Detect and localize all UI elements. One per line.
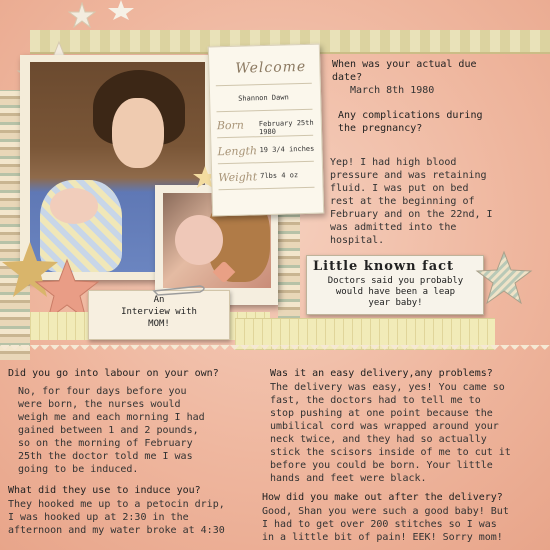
birth-info-card [208,44,324,217]
card-title: Welcome [235,58,307,77]
little-known-fact-box [306,255,484,315]
safety-pin-icon [150,282,210,300]
card-born-label: Born [216,118,245,133]
card-weight-label: Weight [218,170,258,185]
photo-baby-face [50,188,98,224]
question-labour: Did you go into labour on your own? [8,368,219,379]
question-complications: Any complications during the pregnancy? [338,110,483,134]
question-after-delivery: How did you make out after the delivery? [262,492,503,503]
card-born-value: February 25th 1980 [258,118,314,137]
question-delivery: Was it an easy delivery,any problems? [270,368,493,379]
question-due-date: When was your actual due date? [332,59,477,83]
answer-after-delivery: Good, Shan you were such a good baby! But I had to get over 200 stitches so I was in a little bit of pain! EEK! Sorry mom! [262,506,509,543]
card-weight-value: 7lbs 4 oz [260,171,299,181]
zigzag-border [0,345,550,355]
card-line [216,83,312,87]
card-line [216,109,312,113]
card-length-label: Length [217,144,258,159]
card-length-value: 19 3/4 inches [259,144,315,155]
answer-labour: No, for four days before you were born, the nurses would weigh me and each morning I had gained between 1 and 2 pounds, so on the morning of February 25th the doctor told me I was going to be induced. [18,386,205,475]
star-embellishment-small [68,2,96,28]
card-line [219,187,315,191]
answer-induce: They hooked me up to a petocin drip, I was hooked up at 2:30 in the afternoon and my water broke at 4:30 [8,499,225,536]
answer-delivery: The delivery was easy, yes! You came so fast, the doctors had to tell me to stop pushing at one point because the umbilical cord was wrapped around your neck twice, and they had so actually stick the scisors inside of me to cut it before you could be born. Your little hands and feet were black. [270,382,511,484]
question-induce: What did they use to induce you? [8,485,201,496]
card-line [218,161,314,165]
star-embellishment-striped [474,250,534,306]
answer-due-date: March 8th 1980 [350,85,435,96]
tag-text: An Interview with MOM! [121,295,197,329]
photo-baby-face-2 [175,215,223,265]
answer-complications: Yep! I had high blood pressure and was retaining fluid. I was put on bed rest at the beginning of February and on the 22nd, I was admitted into the hospital. [330,157,493,246]
card-line [217,135,313,139]
fact-title: Little known fact [313,259,455,274]
star-embellishment-corner [106,0,136,20]
photo-face [112,98,164,168]
fact-text: Doctors said you probably would have been a leap year baby! [327,276,464,308]
card-name: Shannon Dawn [238,93,289,103]
